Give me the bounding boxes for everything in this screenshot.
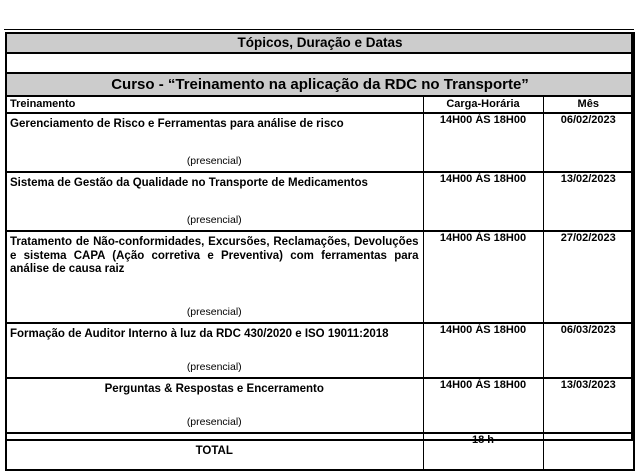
training-title: Tratamento de Não-conformidades, Excursões, Reclamações, Devoluções e sistema CAPA (Ação corretiva e Preventiva) com ferramentas para análise de causa raiz (10, 236, 419, 275)
spacer-cell (6, 53, 634, 73)
total-label: TOTAL (195, 445, 233, 458)
banner-row (6, 33, 634, 53)
document-banner-title: Tópicos, Duração e Datas (6, 33, 634, 53)
top-horizontal-rule (4, 29, 634, 30)
table-row (6, 323, 634, 378)
total-workload-cell: 18 h (423, 433, 543, 470)
month-cell: 13/03/2023 (543, 378, 634, 433)
table-row (6, 113, 634, 172)
table-row (6, 378, 634, 433)
table-row (6, 172, 634, 231)
training-modality: (presencial) (186, 155, 242, 167)
workload-cell: 14H00 ÀS 18H00 (423, 172, 543, 231)
column-header-workload: Carga-Horária (423, 96, 543, 113)
workload-cell: 14H00 ÀS 18H00 (423, 113, 543, 172)
course-banner-row (6, 73, 634, 96)
month-cell: 13/02/2023 (543, 172, 634, 231)
schedule-table (5, 32, 635, 471)
month-cell: 27/02/2023 (543, 231, 634, 323)
total-row (6, 433, 634, 470)
total-month-cell (543, 433, 634, 470)
training-cell (6, 172, 423, 231)
column-header-month: Mês (543, 96, 634, 113)
column-header-row (6, 96, 634, 113)
training-title: Sistema de Gestão da Qualidade no Transporte de Medicamentos (10, 177, 368, 189)
workload-cell: 14H00 ÀS 18H00 (423, 231, 543, 323)
workload-cell: 14H00 ÀS 18H00 (423, 378, 543, 433)
training-modality: (presencial) (186, 306, 242, 318)
table-row (6, 231, 634, 323)
month-cell: 06/03/2023 (543, 323, 634, 378)
column-header-training: Treinamento (6, 96, 423, 113)
training-title: Gerenciamento de Risco e Ferramentas para análise de risco (10, 118, 344, 130)
course-banner-title: Curso - “Treinamento na aplicação da RDC no Transporte” (6, 73, 634, 96)
training-modality: (presencial) (186, 214, 242, 226)
training-cell (6, 113, 423, 172)
workload-cell: 14H00 ÀS 18H00 (423, 323, 543, 378)
training-title: Formação de Auditor Interno à luz da RDC 430/2020 e ISO 19011:2018 (10, 328, 389, 340)
training-cell (6, 323, 423, 378)
training-modality: (presencial) (186, 361, 242, 373)
training-title: Perguntas & Respostas e Encerramento (104, 383, 324, 395)
spacer-row (6, 53, 634, 73)
schedule-table-container (5, 32, 633, 471)
month-cell: 06/02/2023 (543, 113, 634, 172)
total-label-cell (6, 433, 423, 470)
training-cell (6, 231, 423, 323)
training-modality: (presencial) (186, 416, 242, 428)
training-cell (6, 378, 423, 433)
